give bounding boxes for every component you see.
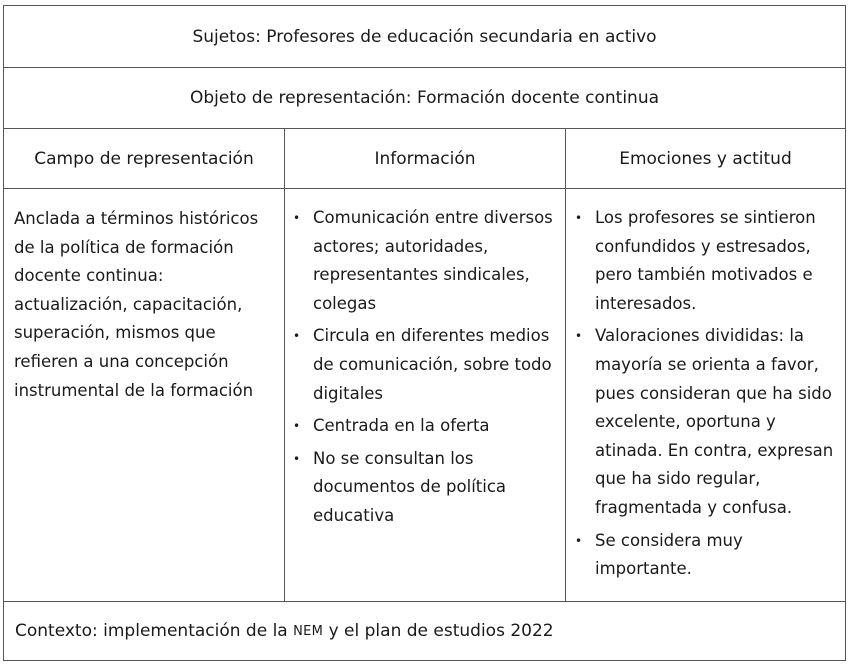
informacion-list xyxy=(285,189,565,531)
bullet-icon: • xyxy=(293,451,301,466)
contexto-row xyxy=(4,602,845,660)
list-item xyxy=(575,527,839,584)
bullet-icon: • xyxy=(293,211,301,225)
bullet-icon: • xyxy=(575,329,583,344)
list-item-text: Centrada en la oferta xyxy=(313,416,490,436)
bullet-icon: • xyxy=(293,329,301,344)
contexto-label: Contexto: xyxy=(15,621,98,641)
objeto-text: Formación docente continua xyxy=(416,88,660,108)
header-informacion: Información xyxy=(285,129,566,188)
sujetos-row xyxy=(4,6,845,68)
bullet-icon: • xyxy=(293,419,301,434)
sujetos-text: Profesores de educación secundaria en activo xyxy=(266,26,657,47)
objeto-label: Objeto de representación: xyxy=(189,88,412,108)
emociones-cell xyxy=(566,189,845,601)
informacion-cell xyxy=(285,189,566,601)
bullet-icon: • xyxy=(575,211,583,225)
list-item xyxy=(293,322,559,408)
list-item xyxy=(575,204,839,318)
list-item xyxy=(293,204,559,318)
header-emociones: Emociones y actitud xyxy=(619,148,792,169)
list-item-text: Circula en diferentes medios de comunicación, sobre todo digitales xyxy=(313,326,552,403)
contexto-text-before: implementación de la xyxy=(103,621,288,641)
objeto-row xyxy=(4,68,845,129)
list-item-text: Valoraciones divididas: la mayoría se orienta a favor, pues consideran que ha sido excelente, oportuna y atinada. En contra, expresan que ha sido regular, fragmentada y confusa. xyxy=(595,326,834,517)
list-item-text: Comunicación entre diversos actores; autoridades, representantes sindicales, colegas xyxy=(313,208,553,313)
campo-text: Anclada a términos históricos de la política de formación docente continua: actualización, capacitación, superación, mismos que refieren a una concepción instrumental de la formación xyxy=(14,209,259,400)
list-item xyxy=(575,322,839,522)
sujetos-label: Sujetos: xyxy=(192,26,261,47)
list-item xyxy=(293,445,559,531)
emociones-list xyxy=(566,189,845,584)
nem-acronym: NEM xyxy=(293,623,324,639)
header-campo: Campo de representación xyxy=(4,129,285,188)
campo-cell xyxy=(4,189,285,601)
bullet-icon: • xyxy=(575,533,583,548)
header-row xyxy=(4,129,845,189)
content-row xyxy=(4,189,845,602)
list-item xyxy=(293,412,559,441)
contexto-text-after: y el plan de estudios 2022 xyxy=(328,621,554,641)
list-item-text: Se considera muy importante. xyxy=(595,530,743,579)
list-item-text: No se consultan los documentos de política educativa xyxy=(313,448,507,525)
list-item-text: Los profesores se sintieron confundidos y estresados, pero también motivados e interesados. xyxy=(595,208,816,313)
representation-table xyxy=(3,5,846,661)
